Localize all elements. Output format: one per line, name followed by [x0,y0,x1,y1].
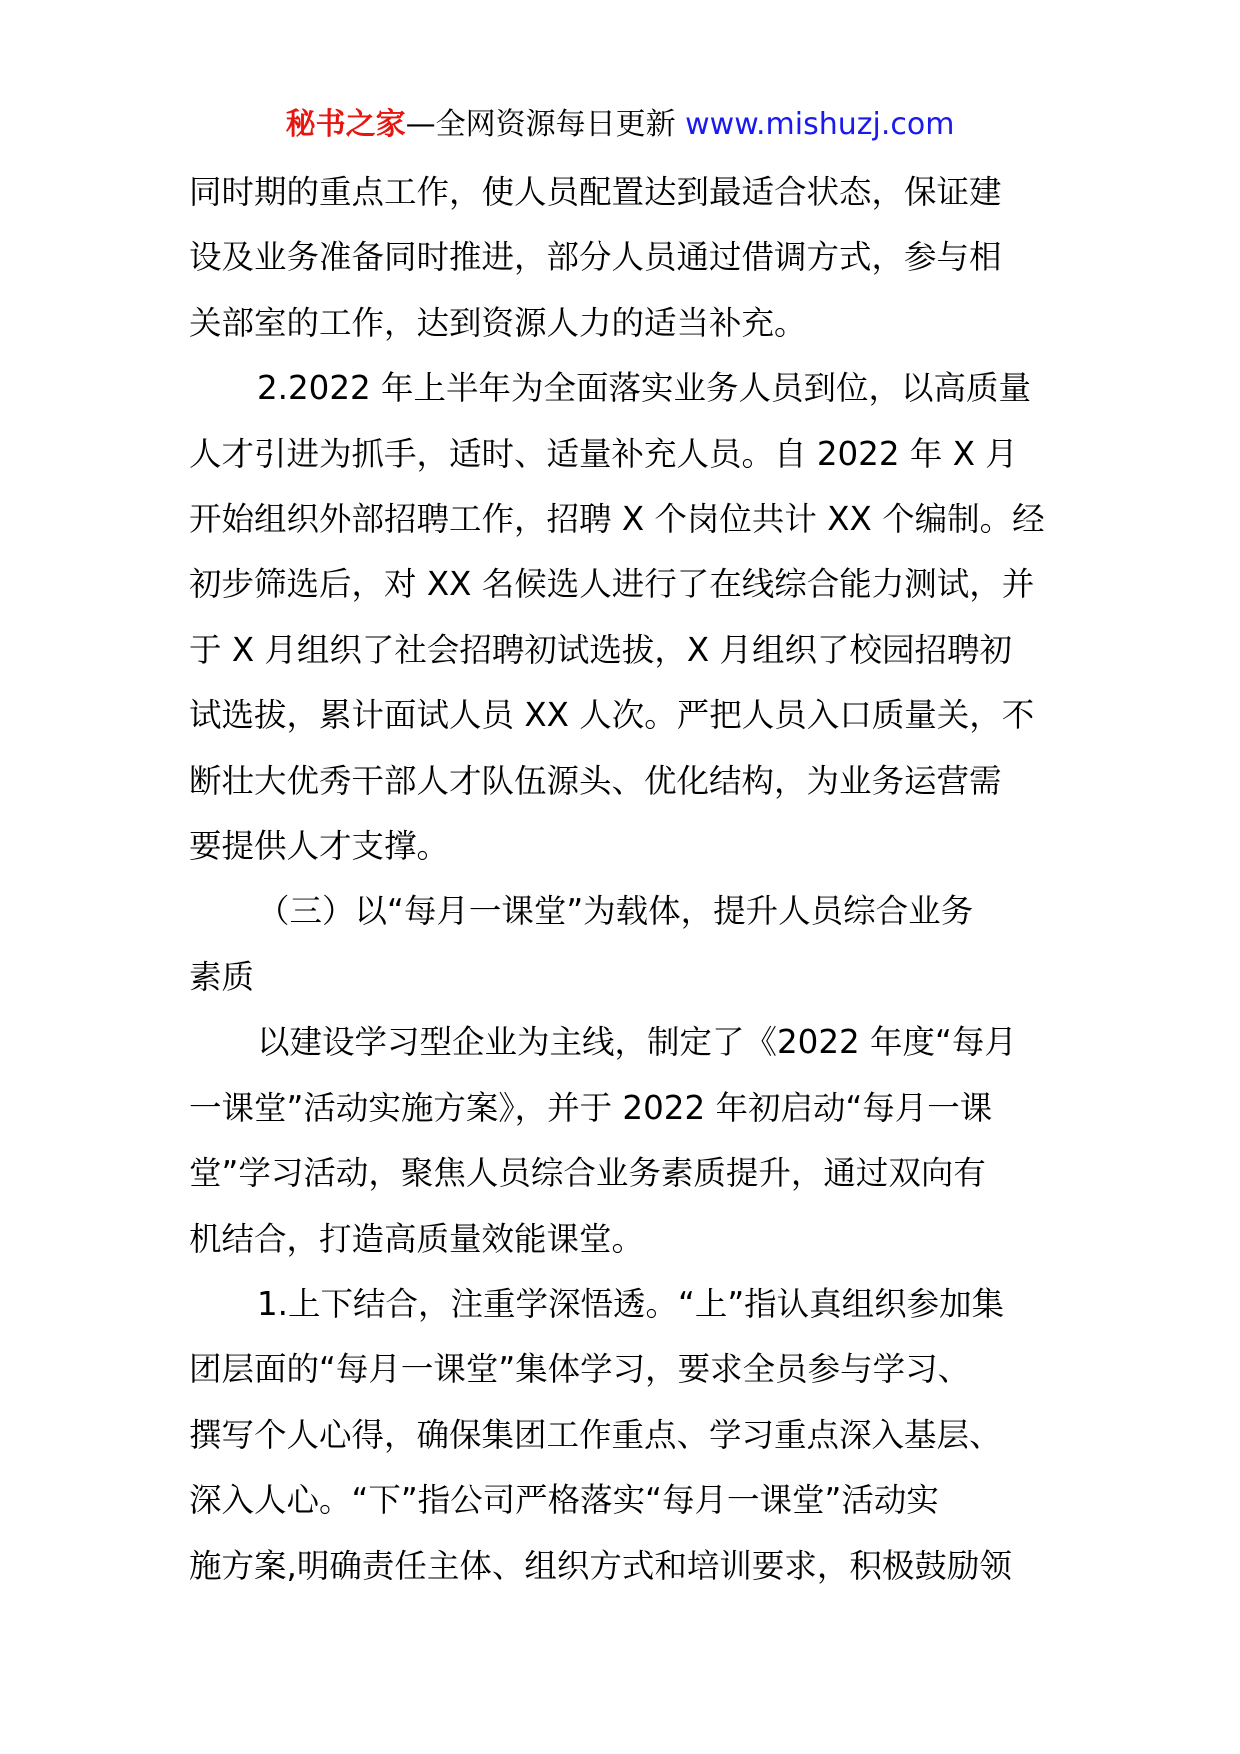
text-line: 设及业务准备同时推进，部分人员通过借调方式，参与相 [189,238,1002,277]
text-line: 素质 [189,957,255,996]
text-line: 团层面的“每月一课堂”集体学习，要求全员参与学习、 [189,1350,971,1389]
text-line: 于 X 月组织了社会招聘初试选拔，X 月组织了校园招聘初 [189,630,1013,669]
site-url-link[interactable]: www.mishuzj.com [685,107,955,142]
text-line: 断壮大优秀干部人才队伍源头、优化结构，为业务运营需 [189,761,1002,800]
text-line: （三）以“每月一课堂”为载体，提升人员综合业务 [257,892,974,931]
paragraph-learning-program [189,1010,1061,1272]
text-line: 一课堂”活动实施方案》，并于 2022 年初启动“每月一课 [189,1088,993,1127]
text-line: 撰写个人心得，确保集团工作重点、学习重点深入基层、 [189,1415,1002,1454]
text-line: 同时期的重点工作，使人员配置达到最适合状态，保证建 [189,173,1002,211]
text-line: 堂”学习活动，聚焦人员综合业务素质提升，通过双向有 [189,1154,986,1193]
text-line: 试选拔，累计面试人员 XX 人次。严把人员入口质量关，不 [189,696,1035,735]
text-line: 人才引进为抓手，适时、适量补充人员。自 2022 年 X 月 [189,434,1018,473]
text-line: 深入人心。“下”指公司严格落实“每月一课堂”活动实 [189,1481,939,1520]
site-brand: 秘书之家 [285,107,406,142]
text-line: 开始组织外部招聘工作，招聘 X 个岗位共计 XX 个编制。经 [189,500,1045,539]
text-line: 以建设学习型企业为主线，制定了《2022 年度“每月 [257,1023,1017,1062]
paragraph-staffing-continued [189,160,1061,356]
watermark-header [0,100,1240,150]
paragraph-recruitment [189,356,1061,879]
text-line: 1.上下结合，注重学深悟透。“上”指认真组织参加集 [257,1284,1005,1323]
paragraph-upper-lower [189,1272,1061,1599]
section-heading-three [189,879,1061,1010]
text-line: 要提供人才支撑。 [189,827,450,866]
text-line: 施方案,明确责任主体、组织方式和培训要求，积极鼓励领 [189,1546,1012,1585]
text-line: 机结合，打造高质量效能课堂。 [189,1219,645,1258]
site-tagline: —全网资源每日更新 [405,107,686,142]
document-body [189,160,1061,1599]
text-line: 2.2022 年上半年为全面落实业务人员到位，以高质量 [257,369,1032,408]
text-line: 初步筛选后，对 XX 名候选人进行了在线综合能力测试，并 [189,565,1035,604]
text-line: 关部室的工作，达到资源人力的适当补充。 [189,303,807,342]
